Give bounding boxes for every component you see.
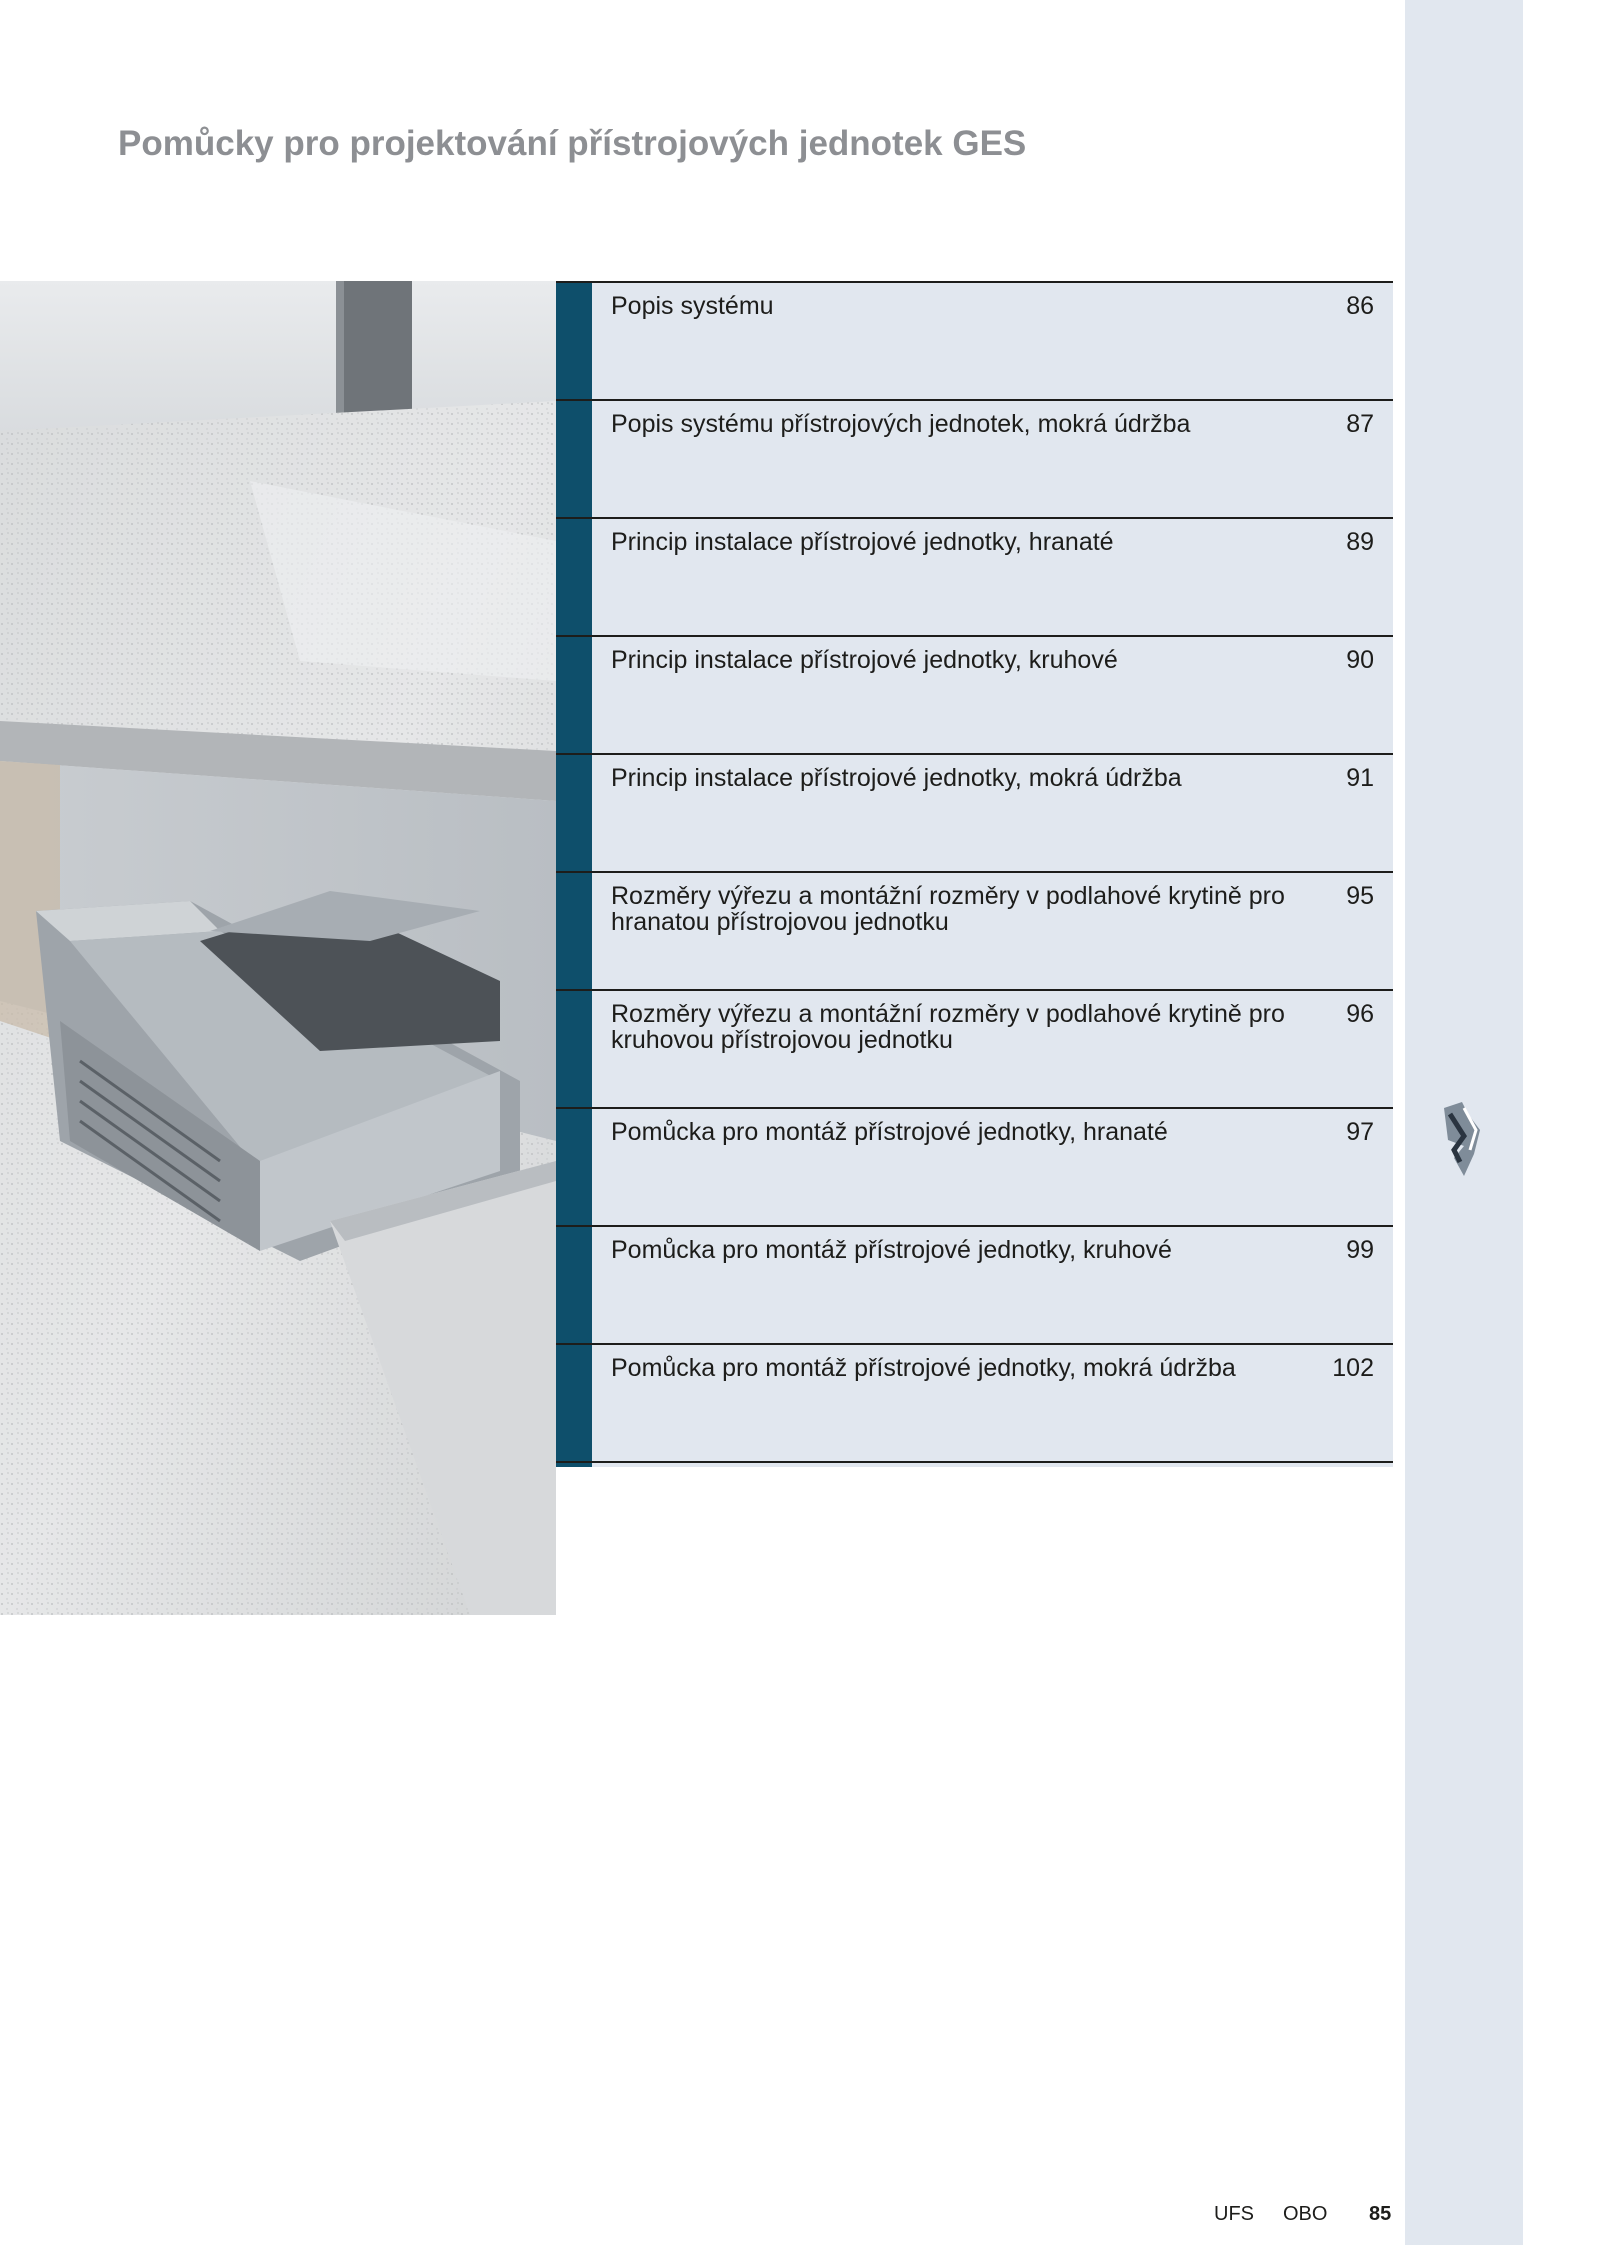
- chapter-symbol-icon: [1434, 1100, 1490, 1180]
- toc-row[interactable]: [556, 871, 1393, 989]
- toc-row[interactable]: [556, 517, 1393, 635]
- toc-row-page: 102: [1332, 1354, 1374, 1382]
- toc-row[interactable]: [556, 635, 1393, 753]
- toc-row[interactable]: [556, 1225, 1393, 1343]
- toc-row-page: 99: [1346, 1236, 1374, 1264]
- toc-row-page: 89: [1346, 528, 1374, 556]
- toc-row-page: 96: [1346, 1000, 1374, 1028]
- toc-row[interactable]: [556, 989, 1393, 1107]
- footer-brand: OBO: [1283, 2203, 1328, 2225]
- toc-row-label: Princip instalace přístrojové jednotky, hranaté: [611, 528, 1114, 556]
- toc-row-label: Popis systému: [611, 292, 774, 320]
- floor-box-photo: [0, 281, 556, 1615]
- toc-row[interactable]: [556, 399, 1393, 517]
- page-title: Pomůcky pro projektování přístrojových jednotek GES: [118, 124, 1027, 163]
- toc-row-page: 97: [1346, 1118, 1374, 1146]
- table-of-contents: [556, 281, 1393, 1467]
- footer-page-number: 85: [1369, 2203, 1392, 2225]
- toc-row-label: Rozměry výřezu a montážní rozměry v podlahové krytině pro hranatou přístrojovou jednotku: [611, 882, 1285, 936]
- toc-row[interactable]: [556, 753, 1393, 871]
- toc-row-page: 90: [1346, 646, 1374, 674]
- toc-row-label: Pomůcka pro montáž přístrojové jednotky, hranaté: [611, 1118, 1168, 1146]
- toc-row-page: 91: [1346, 764, 1374, 792]
- toc-row[interactable]: [556, 1107, 1393, 1225]
- toc-row[interactable]: [556, 281, 1393, 399]
- toc-row-label: Princip instalace přístrojové jednotky, mokrá údržba: [611, 764, 1182, 792]
- toc-row-label: Pomůcka pro montáž přístrojové jednotky, kruhové: [611, 1236, 1172, 1264]
- toc-row-label: Princip instalace přístrojové jednotky, kruhové: [611, 646, 1118, 674]
- toc-row-label: Rozměry výřezu a montážní rozměry v podlahové krytině pro kruhovou přístrojovou jednotku: [611, 1000, 1285, 1054]
- toc-row-page: 86: [1346, 292, 1374, 320]
- footer-section-label: UFS: [1214, 2203, 1254, 2225]
- toc-row-label: Pomůcka pro montáž přístrojové jednotky, mokrá údržba: [611, 1354, 1236, 1382]
- toc-row-page: 87: [1346, 410, 1374, 438]
- toc-row-page: 95: [1346, 882, 1374, 910]
- toc-row-label: Popis systému přístrojových jednotek, mokrá údržba: [611, 410, 1191, 438]
- toc-row[interactable]: [556, 1343, 1393, 1463]
